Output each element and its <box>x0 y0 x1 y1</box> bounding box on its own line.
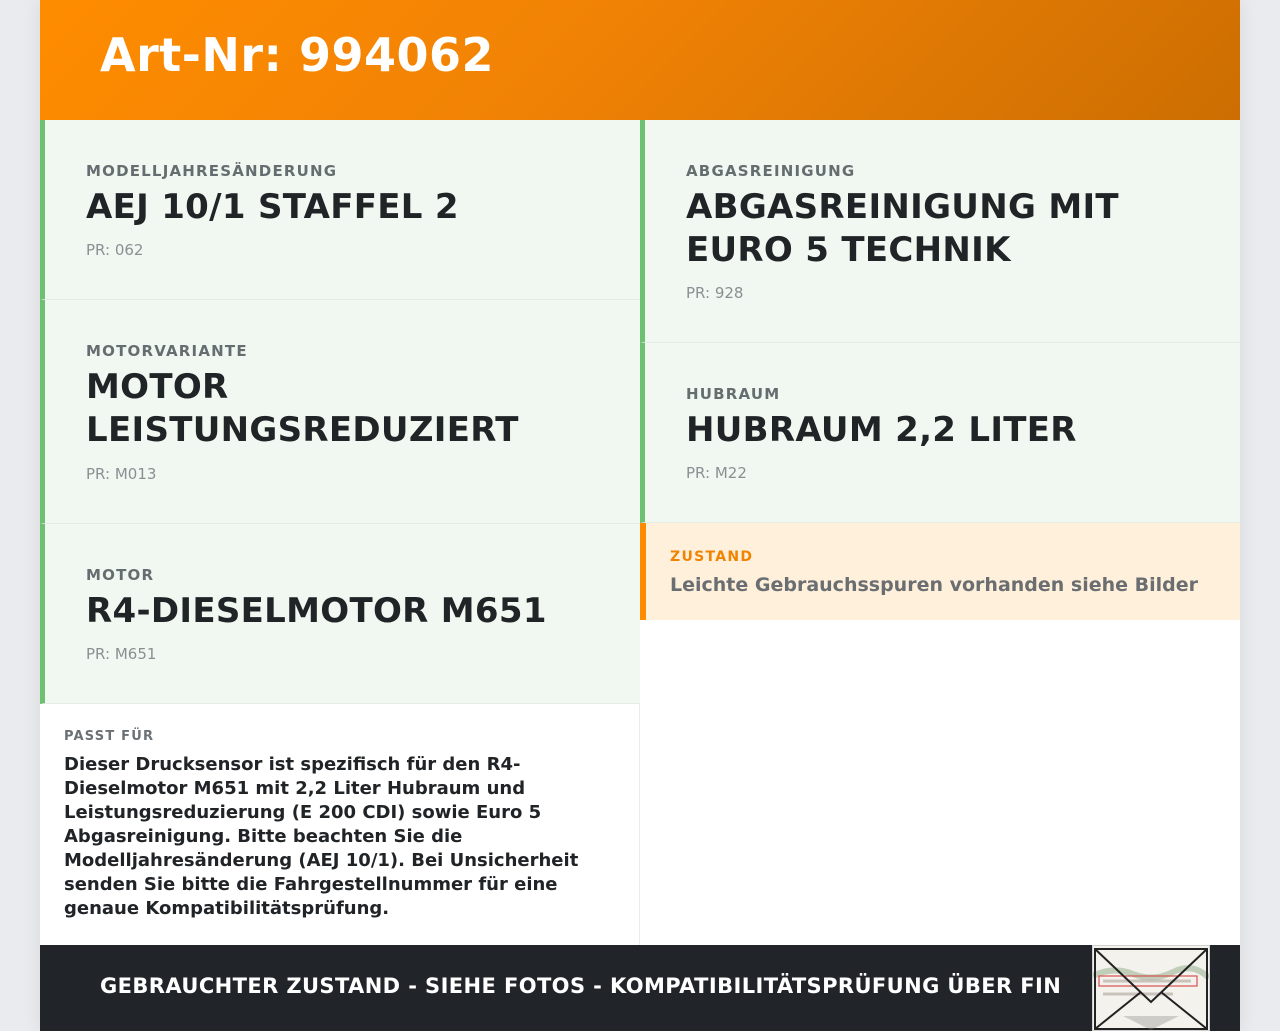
attribute-card-motor <box>40 524 640 704</box>
attribute-pr-code: PR: 928 <box>686 284 744 302</box>
attribute-value: ABGASREINIGUNG MIT EURO 5 TECHNIK <box>686 187 1119 270</box>
header-bar <box>40 0 1240 120</box>
compatibility-label: PASST FÜR <box>64 729 155 744</box>
condition-note <box>640 523 1240 620</box>
left-column <box>40 120 640 945</box>
condition-label: ZUSTAND <box>670 549 754 565</box>
condition-text: Leichte Gebrauchsspuren vorhanden siehe Bilder <box>670 574 1199 596</box>
attribute-label: MODELLJAHRESÄNDERUNG <box>86 162 338 180</box>
attribute-value: AEJ 10/1 STAFFEL 2 <box>86 187 459 227</box>
attribute-value: R4-DIESELMOTOR M651 <box>86 591 547 631</box>
attribute-value: HUBRAUM 2,2 LITER <box>686 410 1077 450</box>
label-photo-thumbnail <box>1093 946 1209 1030</box>
compatibility-section <box>40 704 639 945</box>
article-number-title: Art-Nr: 994062 <box>100 28 495 82</box>
right-column <box>640 120 1240 945</box>
attribute-pr-code: PR: M013 <box>86 465 157 483</box>
attribute-pr-code: PR: M651 <box>86 645 157 663</box>
footer-text: GEBRAUCHTER ZUSTAND - SIEHE FOTOS - KOMPATIBILITÄTSPRÜFUNG ÜBER FIN <box>100 974 1062 998</box>
attribute-pr-code: PR: 062 <box>86 241 144 259</box>
product-card <box>40 0 1240 1031</box>
envelope-icon[interactable] <box>1092 945 1210 1031</box>
attribute-card-hubraum <box>640 343 1240 523</box>
attribute-card-abgasreinigung <box>640 120 1240 343</box>
attribute-label: ABGASREINIGUNG <box>686 162 856 180</box>
attribute-card-motorvariante <box>40 300 640 524</box>
attribute-pr-code: PR: M22 <box>686 464 747 482</box>
attribute-label: HUBRAUM <box>686 385 781 403</box>
footer-bar <box>40 945 1240 1031</box>
attribute-value: MOTOR LEISTUNGSREDUZIERT <box>86 367 519 450</box>
compatibility-text: Dieser Drucksensor ist spezifisch für den R4-Dieselmotor M651 mit 2,2 Liter Hubraum und Leistungsreduzierung (E 200 CDI) sowie Euro 5 Abgasreinigung. Bitte beachten Sie die Modelljahresänderung (AEJ 10/1). Bei Unsicherheit senden Sie bitte die Fahrgestellnummer für eine genaue Kompatibilitätsprüfung. <box>64 754 579 919</box>
attribute-label: MOTOR <box>86 566 155 584</box>
attribute-card-modelljahresaenderung <box>40 120 640 300</box>
attribute-label: MOTORVARIANTE <box>86 342 248 360</box>
